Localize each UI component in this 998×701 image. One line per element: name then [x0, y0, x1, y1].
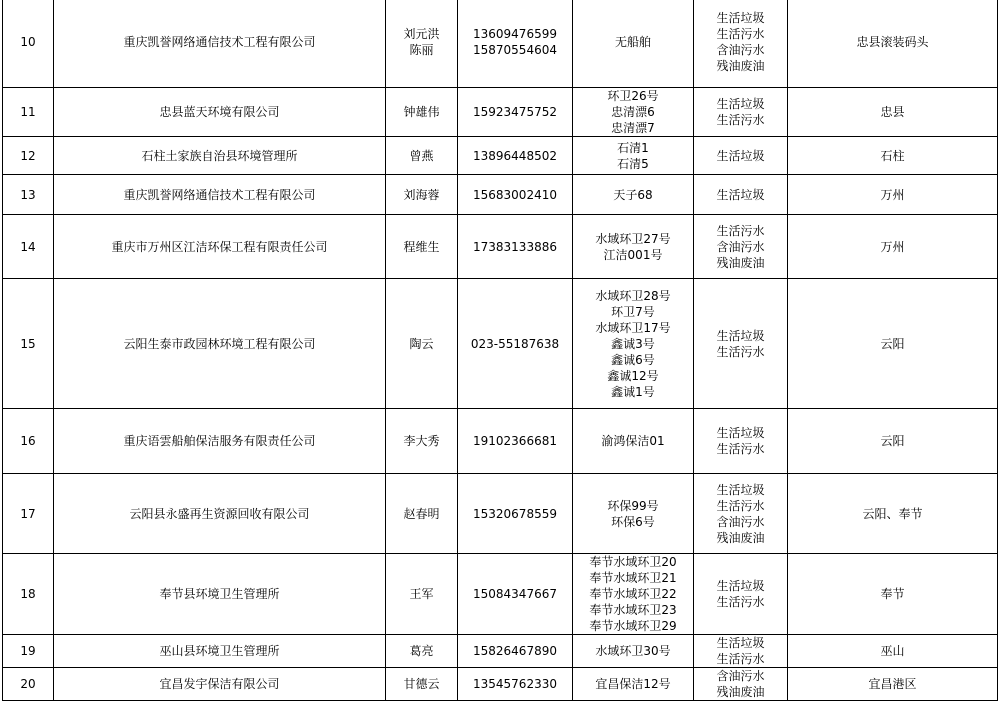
table-row [3, 474, 998, 554]
service-area-cell: 忠县 [788, 88, 998, 137]
vessel-name-cell [573, 635, 694, 668]
vessel-name-cell [573, 474, 694, 554]
waste-type: 生活垃圾 [716, 97, 765, 111]
phone-number-cell [458, 175, 573, 215]
waste-type: 生活污水 [716, 113, 765, 127]
row-number-cell: 13 [3, 175, 54, 215]
phone-number-cell [458, 137, 573, 175]
vessel-waste-service-table [2, 0, 998, 701]
service-area-cell: 石柱 [788, 137, 998, 175]
table-row [3, 175, 998, 215]
table-row [3, 554, 998, 635]
contact-person-cell [386, 175, 458, 215]
table-row [3, 668, 998, 701]
vessel-name: 江洁001号 [603, 247, 663, 262]
contact-person-cell [386, 88, 458, 137]
waste-type-cell [694, 279, 788, 409]
vessel-name: 渝鸿保洁01 [601, 434, 665, 448]
waste-type-cell [694, 554, 788, 635]
waste-type: 生活污水 [716, 652, 765, 666]
vessel-name: 忠清漂6 [611, 105, 655, 119]
company-name-cell: 重庆凯誉网络通信技术工程有限公司 [54, 175, 386, 215]
service-area-cell: 万州 [788, 175, 998, 215]
contact-person-cell [386, 0, 458, 88]
waste-type: 生活污水 [716, 595, 765, 609]
table-row [3, 279, 998, 409]
contact-person: 刘海蓉 [403, 187, 440, 202]
table-body [3, 0, 998, 701]
vessel-name: 忠清漂7 [611, 121, 655, 135]
waste-type-cell [694, 0, 788, 88]
contact-person: 刘元洪 [403, 27, 440, 41]
waste-type: 生活垃圾 [716, 579, 765, 593]
waste-type: 残油废油 [716, 255, 765, 270]
waste-type: 生活垃圾 [716, 426, 765, 440]
phone-number-cell [458, 474, 573, 554]
vessel-name-cell [573, 554, 694, 635]
phone-number: 15683002410 [473, 187, 557, 202]
waste-type: 生活污水 [716, 27, 765, 41]
row-number-cell: 16 [3, 409, 54, 474]
vessel-name: 环保6号 [611, 514, 655, 529]
row-number-cell: 17 [3, 474, 54, 554]
phone-number: 13545762330 [473, 677, 557, 691]
phone-number: 15870554604 [473, 43, 557, 57]
contact-person-cell [386, 668, 458, 701]
contact-person: 陶云 [409, 336, 434, 351]
service-area-cell: 巫山 [788, 635, 998, 668]
waste-type-cell [694, 668, 788, 701]
vessel-name-cell [573, 175, 694, 215]
vessel-name-cell [573, 215, 694, 279]
vessel-name: 鑫诚1号 [611, 384, 655, 399]
contact-person-cell [386, 554, 458, 635]
table-row [3, 0, 998, 88]
service-area-cell: 奉节 [788, 554, 998, 635]
waste-type: 生活污水 [716, 442, 765, 456]
table-row [3, 635, 998, 668]
vessel-name-cell [573, 279, 694, 409]
phone-number: 15826467890 [473, 644, 557, 658]
waste-type: 生活垃圾 [716, 328, 765, 343]
waste-type-cell [694, 215, 788, 279]
contact-person: 程维生 [403, 239, 440, 254]
service-area-cell: 云阳、奉节 [788, 474, 998, 554]
phone-number-cell [458, 0, 573, 88]
table-row [3, 215, 998, 279]
vessel-name: 环卫7号 [611, 304, 655, 319]
waste-type: 残油废油 [716, 685, 765, 699]
contact-person-cell [386, 635, 458, 668]
waste-type: 残油废油 [716, 59, 765, 73]
waste-type: 残油废油 [716, 530, 765, 545]
company-name-cell: 云阳生泰市政园林环境工程有限公司 [54, 279, 386, 409]
contact-person: 钟雄伟 [403, 105, 440, 119]
phone-number-cell [458, 668, 573, 701]
waste-type: 含油污水 [716, 669, 765, 683]
vessel-name: 水域环卫28号 [595, 288, 671, 303]
table-row [3, 137, 998, 175]
waste-type: 生活污水 [716, 344, 765, 359]
contact-person: 甘德云 [403, 677, 440, 691]
contact-person-cell [386, 137, 458, 175]
company-name-cell: 重庆语雲船舶保洁服务有限责任公司 [54, 409, 386, 474]
contact-person-cell [386, 409, 458, 474]
phone-number: 13896448502 [473, 148, 557, 163]
waste-type-cell [694, 409, 788, 474]
waste-type: 生活垃圾 [716, 148, 765, 163]
company-name-cell: 云阳县永盛再生资源回收有限公司 [54, 474, 386, 554]
waste-type-cell [694, 474, 788, 554]
service-area-cell: 云阳 [788, 409, 998, 474]
vessel-name: 奉节水域环卫29 [589, 619, 677, 633]
waste-type: 含油污水 [716, 43, 765, 57]
phone-number-cell [458, 88, 573, 137]
waste-type: 生活污水 [716, 223, 765, 238]
service-area-cell: 忠县滚装码头 [788, 0, 998, 88]
waste-type: 生活垃圾 [716, 11, 765, 25]
vessel-name: 环保99号 [607, 498, 659, 513]
company-name-cell: 宜昌发宇保洁有限公司 [54, 668, 386, 701]
waste-type: 生活垃圾 [716, 482, 765, 497]
row-number-cell: 19 [3, 635, 54, 668]
vessel-name: 鑫诚6号 [611, 352, 655, 367]
row-number-cell: 12 [3, 137, 54, 175]
phone-number: 15084347667 [473, 587, 557, 601]
company-name-cell: 重庆凯誉网络通信技术工程有限公司 [54, 0, 386, 88]
company-name-cell: 石柱土家族自治县环境管理所 [54, 137, 386, 175]
company-name-cell: 重庆市万州区江洁环保工程有限责任公司 [54, 215, 386, 279]
phone-number: 19102366681 [473, 434, 557, 448]
vessel-name: 无船舶 [614, 35, 651, 49]
row-number-cell: 14 [3, 215, 54, 279]
vessel-name: 鑫诚3号 [611, 336, 655, 351]
table-row [3, 88, 998, 137]
vessel-name: 水域环卫27号 [595, 231, 671, 246]
vessel-name-cell [573, 0, 694, 88]
company-name-cell: 奉节县环境卫生管理所 [54, 554, 386, 635]
phone-number-cell [458, 409, 573, 474]
row-number-cell: 11 [3, 88, 54, 137]
table-row [3, 409, 998, 474]
phone-number: 13609476599 [473, 27, 557, 41]
vessel-name: 奉节水域环卫20 [589, 555, 677, 569]
vessel-name-cell [573, 668, 694, 701]
waste-type: 生活垃圾 [716, 187, 765, 202]
contact-person-cell [386, 474, 458, 554]
vessel-name: 宜昌保洁12号 [595, 677, 671, 691]
waste-type-cell [694, 137, 788, 175]
vessel-name-cell [573, 88, 694, 137]
row-number-cell: 18 [3, 554, 54, 635]
vessel-name-cell [573, 409, 694, 474]
vessel-name: 天子68 [613, 187, 653, 202]
phone-number: 15320678559 [473, 506, 557, 521]
row-number-cell: 20 [3, 668, 54, 701]
vessel-name: 水域环卫30号 [595, 644, 671, 658]
vessel-name: 环卫26号 [607, 89, 659, 103]
contact-person-cell [386, 279, 458, 409]
vessel-name: 奉节水域环卫21 [589, 571, 677, 585]
company-name-cell: 巫山县环境卫生管理所 [54, 635, 386, 668]
vessel-name: 鑫诚12号 [607, 368, 659, 383]
phone-number: 17383133886 [473, 239, 557, 254]
phone-number-cell [458, 279, 573, 409]
row-number-cell: 10 [3, 0, 54, 88]
waste-type: 生活污水 [716, 498, 765, 513]
service-area-cell: 云阳 [788, 279, 998, 409]
waste-type: 含油污水 [716, 514, 765, 529]
vessel-name-cell [573, 137, 694, 175]
vessel-name: 奉节水域环卫22 [589, 587, 677, 601]
phone-number-cell [458, 215, 573, 279]
waste-type-cell [694, 635, 788, 668]
contact-person: 赵春明 [403, 506, 440, 521]
contact-person: 陈丽 [409, 43, 434, 57]
service-area-cell: 宜昌港区 [788, 668, 998, 701]
waste-type: 含油污水 [716, 239, 765, 254]
phone-number: 023-55187638 [470, 336, 560, 351]
phone-number-cell [458, 554, 573, 635]
contact-person: 葛亮 [409, 644, 434, 658]
contact-person: 王军 [409, 587, 434, 601]
contact-person-cell [386, 215, 458, 279]
phone-number: 15923475752 [473, 105, 557, 119]
waste-type: 生活垃圾 [716, 636, 765, 650]
phone-number-cell [458, 635, 573, 668]
row-number-cell: 15 [3, 279, 54, 409]
vessel-name: 奉节水域环卫23 [589, 603, 677, 617]
company-name-cell: 忠县蓝天环境有限公司 [54, 88, 386, 137]
vessel-name: 水域环卫17号 [595, 320, 671, 335]
vessel-name: 石清5 [617, 156, 649, 171]
contact-person: 曾燕 [409, 148, 434, 163]
vessel-name: 石清1 [617, 140, 649, 155]
contact-person: 李大秀 [403, 434, 440, 448]
service-area-cell: 万州 [788, 215, 998, 279]
waste-type-cell [694, 175, 788, 215]
waste-type-cell [694, 88, 788, 137]
